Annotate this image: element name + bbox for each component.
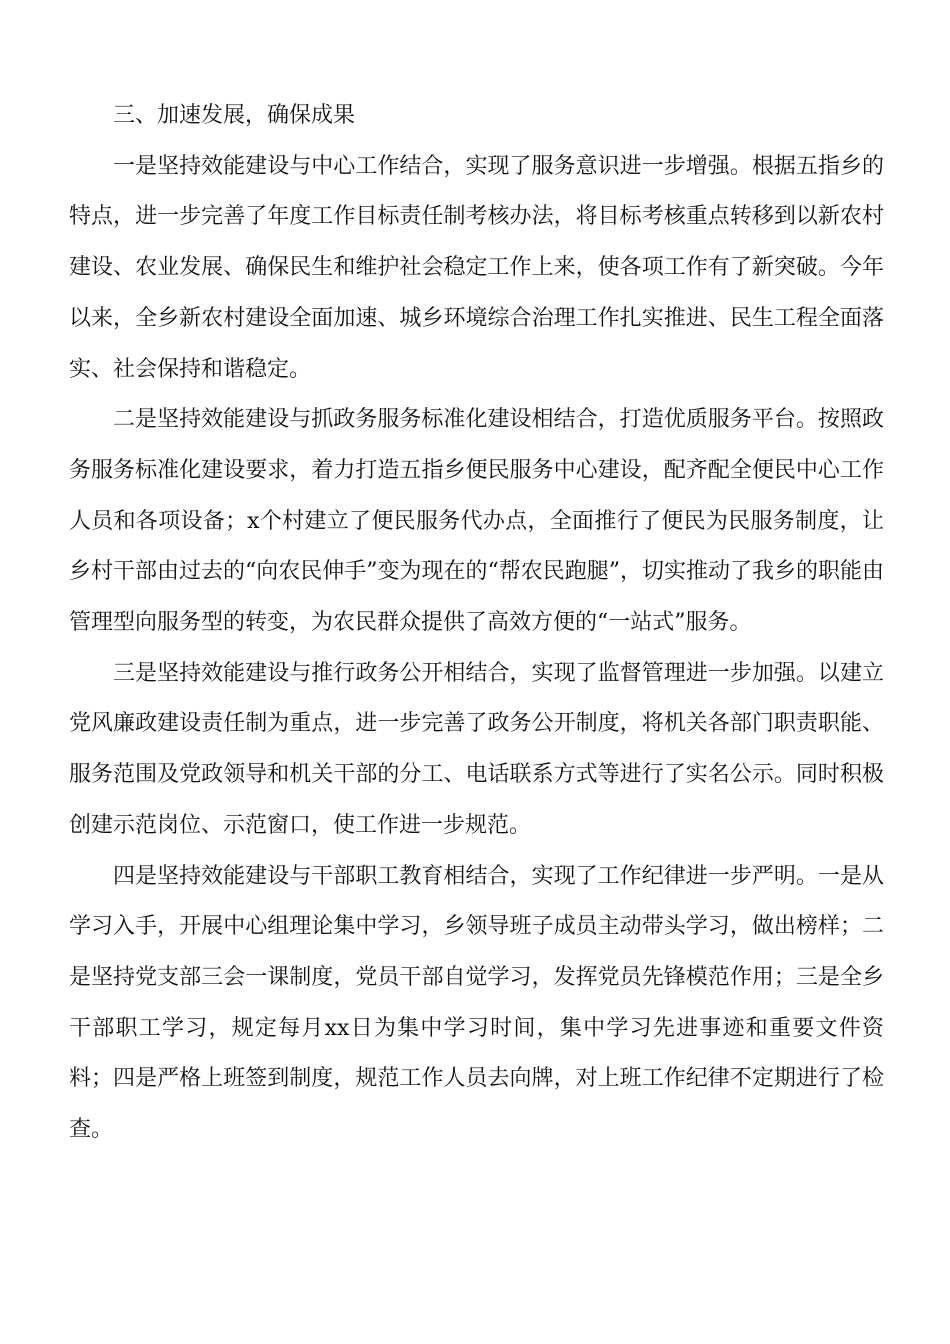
paragraph-2: 二是坚持效能建设与抓政务服务标准化建设相结合，打造优质服务平台。按照政务服务标准化建设要求，着力打造五指乡便民服务中心建设，配齐配全便民中心工作人员和各项设备；x个村建立了便民服务代办点，全面推行了便民为民服务制度，让乡村干部由过去的“向农民伸手”变为现在的“帮农民跑腿”，切实推动了我乡的职能由管理型向服务型的转变，为农民群众提供了高效方便的“一站式”服务。 (69, 407, 884, 636)
paragraph-3: 三是坚持效能建设与推行政务公开相结合，实现了监督管理进一步加强。以建立党风廉政建设责任制为重点，进一步完善了政务公开制度，将机关各部门职责职能、服务范围及党政领导和机关干部的分工、电话联系方式等进行了实名公示。同时积极创建示范岗位、示范窗口，使工作进一步规范。 (69, 660, 884, 838)
paragraph-4: 四是坚持效能建设与干部职工教育相结合，实现了工作纪律进一步严明。一是从学习入手，开展中心组理论集中学习，乡领导班子成员主动带头学习，做出榜样；二是坚持党支部三会一课制度，党员干部自觉学习，发挥党员先锋模范作用；三是全乡干部职工学习，规定每月xx日为集中学习时间，集中学习先进事迹和重要文件资料；四是严格上班签到制度，规范工作人员去向牌，对上班工作纪律不定期进行了检查。 (69, 863, 884, 1143)
section-heading: 三、加速发展，确保成果 (113, 103, 356, 128)
paragraph-1: 一是坚持效能建设与中心工作结合，实现了服务意识进一步增强。根据五指乡的特点，进一步完善了年度工作目标责任制考核办法，将目标考核重点转移到以新农村建设、农业发展、确保民生和维护社会稳定工作上来，使各项工作有了新突破。今年以来，全乡新农村建设全面加速、城乡环境综合治理工作扎实推进、民生工程全面落实、社会保持和谐稳定。 (69, 153, 884, 382)
